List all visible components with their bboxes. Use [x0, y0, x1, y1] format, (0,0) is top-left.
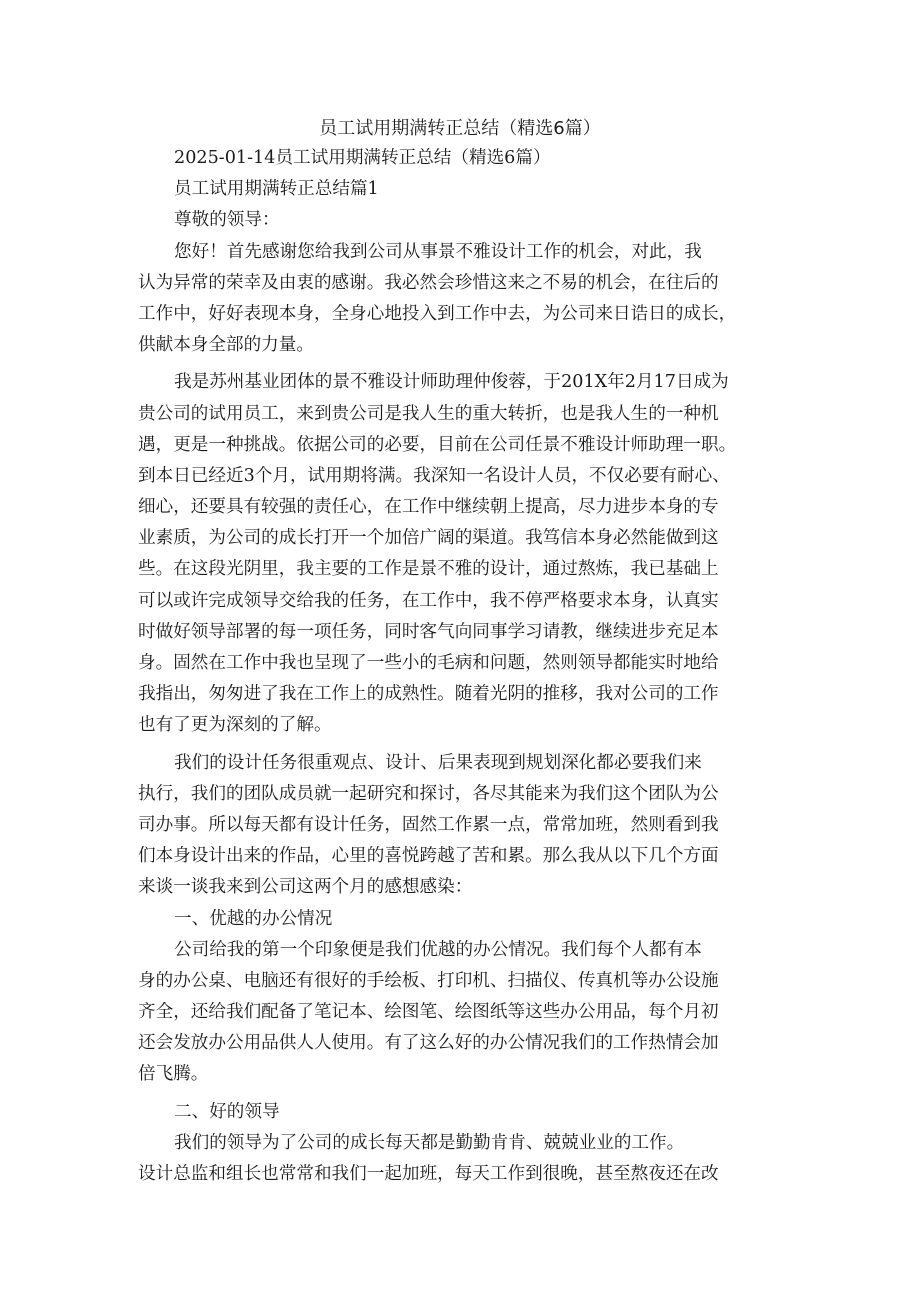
text-line: 可以或许完成领导交给我的任务，在工作中，我不停严格要求本身，认真实: [138, 590, 719, 611]
text-line: 我是苏州基业团体的景不雅设计师助理仲俊蓉，于201X年2月17日成为: [174, 372, 729, 393]
text-line: 一、优越的办公情况: [174, 908, 333, 929]
text-line: 工作中，好好表现本身，全身心地投入到工作中去，为公司来日诰日的成长，: [138, 303, 737, 324]
text-line: 遇，更是一种挑战。依据公司的必要，目前在公司任景不雅设计师助理一职。: [138, 434, 737, 455]
text-line: 我们的设计任务很重观点、设计、后果表现到规划深化都必要我们来: [174, 752, 702, 773]
text-line: 业素质，为公司的成长打开一个加倍广阔的渠道。我笃信本身必然能做到这: [138, 528, 719, 549]
text-line: 身的办公桌、电脑还有很好的手绘板、打印机、扫描仪、传真机等办公设施: [138, 970, 719, 991]
text-line: 倍飞腾。: [138, 1064, 209, 1085]
text-line: 设计总监和组长也常常和我们一起加班，每天工作到很晚，甚至熬夜还在改: [138, 1164, 719, 1184]
text-line: 尊敬的领导：: [174, 210, 280, 231]
text-line: 认为异常的荣幸及由衷的感谢。我必然会珍惜这来之不易的机会，在往后的: [138, 272, 719, 293]
text-line: 贵公司的试用员工，来到贵公司是我人生的重大转折，也是我人生的一种机: [138, 403, 719, 424]
text-line: 2025-01-14员工试用期满转正总结（精选6篇）: [174, 148, 551, 168]
text-line: 二、好的领导: [174, 1101, 280, 1122]
text-line: 身。固然在工作中我也呈现了一些小的毛病和问题，然则领导都能实时地给: [138, 653, 719, 673]
text-line: 我们的领导为了公司的成长每天都是勤勤肯肯、兢兢业业的工作。: [174, 1132, 685, 1153]
text-line: 也有了更为深刻的了解。: [138, 715, 332, 736]
text-line: 供献本身全部的力量。: [138, 335, 314, 356]
text-line: 员工试用期满转正总结篇1: [174, 179, 379, 200]
text-line: 齐全，还给我们配备了笔记本、绘图笔、绘图纸等这些办公用品，每个月初: [138, 1002, 719, 1023]
text-line: 我指出，匆匆进了我在工作上的成熟性。随着光阴的推移，我对公司的工作: [138, 684, 719, 705]
text-line: 们本身设计出来的作品，心里的喜悦跨越了苦和累。那么我从以下几个方面: [138, 846, 719, 867]
text-line: 细心，还要具有较强的责任心，在工作中继续朝上提高，尽力进步本身的专: [138, 497, 719, 518]
text-line: 公司给我的第一个印象便是我们优越的办公情况。我们每个人都有本: [174, 939, 702, 960]
document-title: 员工试用期满转正总结（精选6篇）: [319, 118, 601, 139]
text-line: 司办事。所以每天都有设计任务，固然工作累一点，常常加班，然则看到我: [138, 814, 719, 835]
text-line: 些。在这段光阴里，我主要的工作是景不雅的设计，通过熬炼，我已基础上: [138, 559, 719, 580]
document-body: [138, 143, 792, 1190]
text-line: 您好！首先感谢您给我到公司从事景不雅设计工作的机会，对此，我: [174, 241, 702, 262]
text-line: 执行，我们的团队成员就一起研究和探讨，各尽其能来为我们这个团队为公: [138, 783, 719, 804]
text-line: 时做好领导部署的每一项任务，同时客气向同事学习请教，继续进步充足本: [138, 621, 719, 642]
text-line: 还会发放办公用品供人人使用。有了这么好的办公情况我们的工作热情会加: [138, 1033, 719, 1054]
text-line: 来谈一谈我来到公司这两个月的感想感染：: [138, 877, 473, 898]
text-line: 到本日已经近3个月，试用期将满。我深知一名设计人员，不仅必要有耐心、: [138, 465, 730, 486]
